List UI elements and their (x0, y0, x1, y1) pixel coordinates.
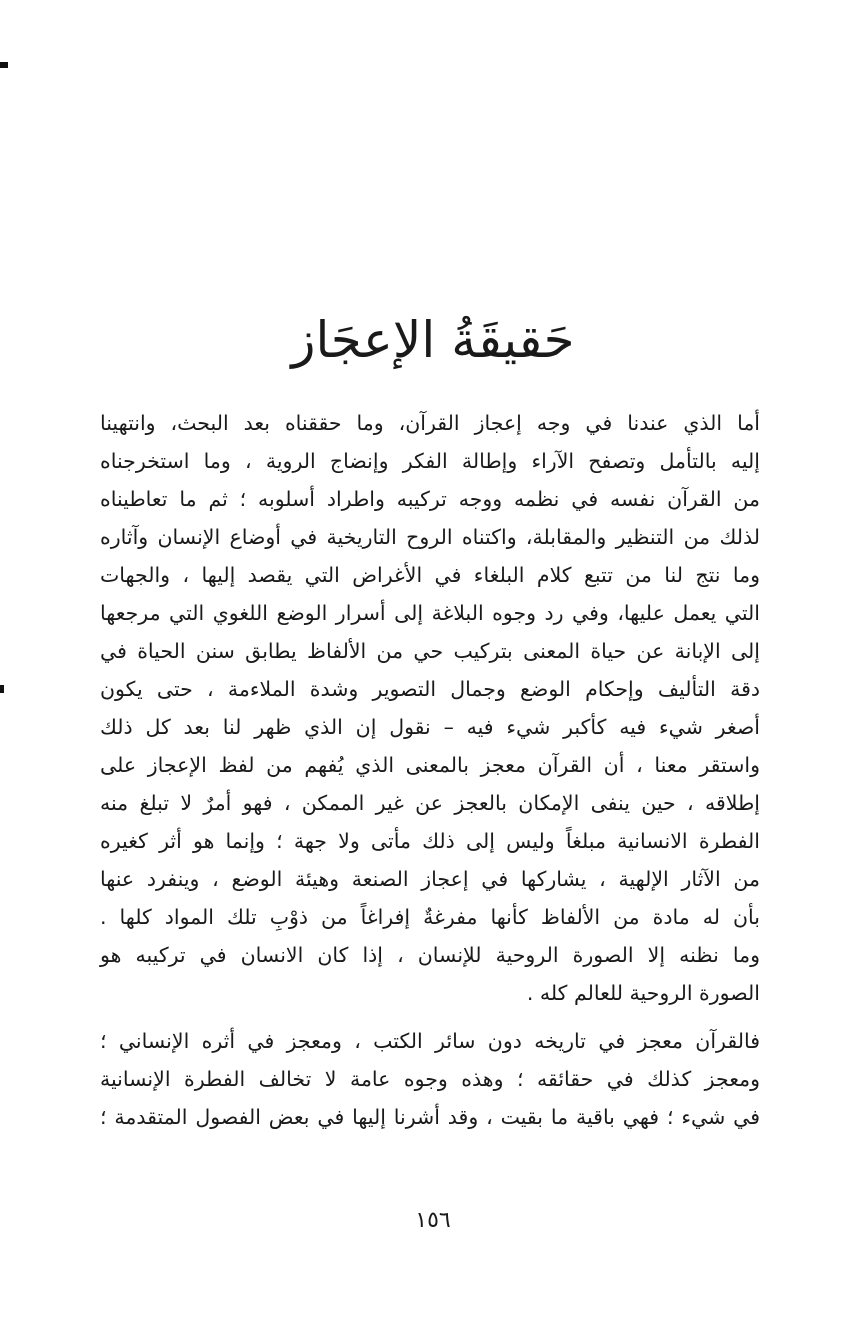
body-text (100, 404, 760, 1136)
text-line: واستقر معنا ، أن القرآن معجز بالمعنى الذي يُفهم من لفظ الإعجاز على (100, 753, 760, 777)
text-line: التي يعمل عليها، وفي رد وجوه البلاغة إلى أسرار الوضع اللغوي التي مرجعها (100, 601, 760, 625)
text-line: لذلك من التنظير والمقابلة، واكتناه الروح التاريخية في أوضاع الإنسان وآثاره (100, 525, 760, 549)
text-line: أصغر شيء فيه كأكبر شيء فيه – نقول إن الذي ظهر لنا بعد كل ذلك (100, 715, 760, 739)
scan-edge-mark (0, 62, 8, 68)
chapter-title: حَقيقَةُ الإعجَاز (291, 311, 575, 369)
paragraph-2 (100, 1022, 760, 1136)
text-line: إليه بالتأمل وتصفح الآراء وإطالة الفكر وإنضاج الروية ، وما استخرجناه (100, 449, 760, 473)
text-line: ومعجز كذلك في حقائقه ؛ وهذه وجوه عامة لا تخالف الفطرة الإنسانية (100, 1067, 760, 1091)
text-line: من القرآن نفسه في نظمه ووجه تركيبه واطراد أسلوبه ؛ ثم ما تعاطيناه (100, 487, 760, 511)
text-line: وما نتج لنا من تتبع كلام البلغاء في الأغراض التي يقصد إليها ، والجهات (100, 563, 760, 587)
scan-edge-mark (0, 685, 4, 693)
text-line: بأن له مادة من الألفاظ كأنها مفرغةٌ إفراغاً من ذوْبِ تلك المواد كلها . (100, 905, 760, 929)
paragraph-gap (100, 1012, 760, 1022)
text-line: من الآثار الإلهية ، يشاركها في إعجاز الصنعة وهيئة الوضع ، وينفرد عنها (100, 867, 760, 891)
text-line: أما الذي عندنا في وجه إعجاز القرآن، وما حققناه بعد البحث، وانتهينا (100, 411, 760, 435)
text-line: الفطرة الانسانية مبلغاً وليس إلى ذلك مأتى ولا جهة ؛ وإنما هو أثر كغيره (100, 829, 760, 853)
text-line: الصورة الروحية للعالم كله . (526, 981, 760, 1005)
text-line: في شيء ؛ فهي باقية ما بقيت ، وقد أشرنا إليها في بعض الفصول المتقدمة ؛ (100, 1105, 760, 1129)
text-line: وما نظنه إلا الصورة الروحية للإنسان ، إذا كان الانسان في تركيبه هو (100, 943, 760, 967)
text-line: فالقرآن معجز في تاريخه دون سائر الكتب ، ومعجز في أثره الإنساني ؛ (100, 1029, 760, 1053)
text-line: إلى الإبانة عن حياة المعنى بتركيب حي من الألفاظ يطابق سنن الحياة في (100, 639, 760, 663)
paragraph-1 (100, 404, 760, 1012)
text-line: دقة التأليف وإحكام الوضع وجمال التصوير وشدة الملاءمة ، حتى يكون (100, 677, 760, 701)
page-number: ١٥٦ (415, 1208, 451, 1233)
text-line: إطلاقه ، حين ينفى الإمكان بالعجز عن غير الممكن ، فهو أمرٌ لا تبلغ منه (100, 791, 760, 815)
